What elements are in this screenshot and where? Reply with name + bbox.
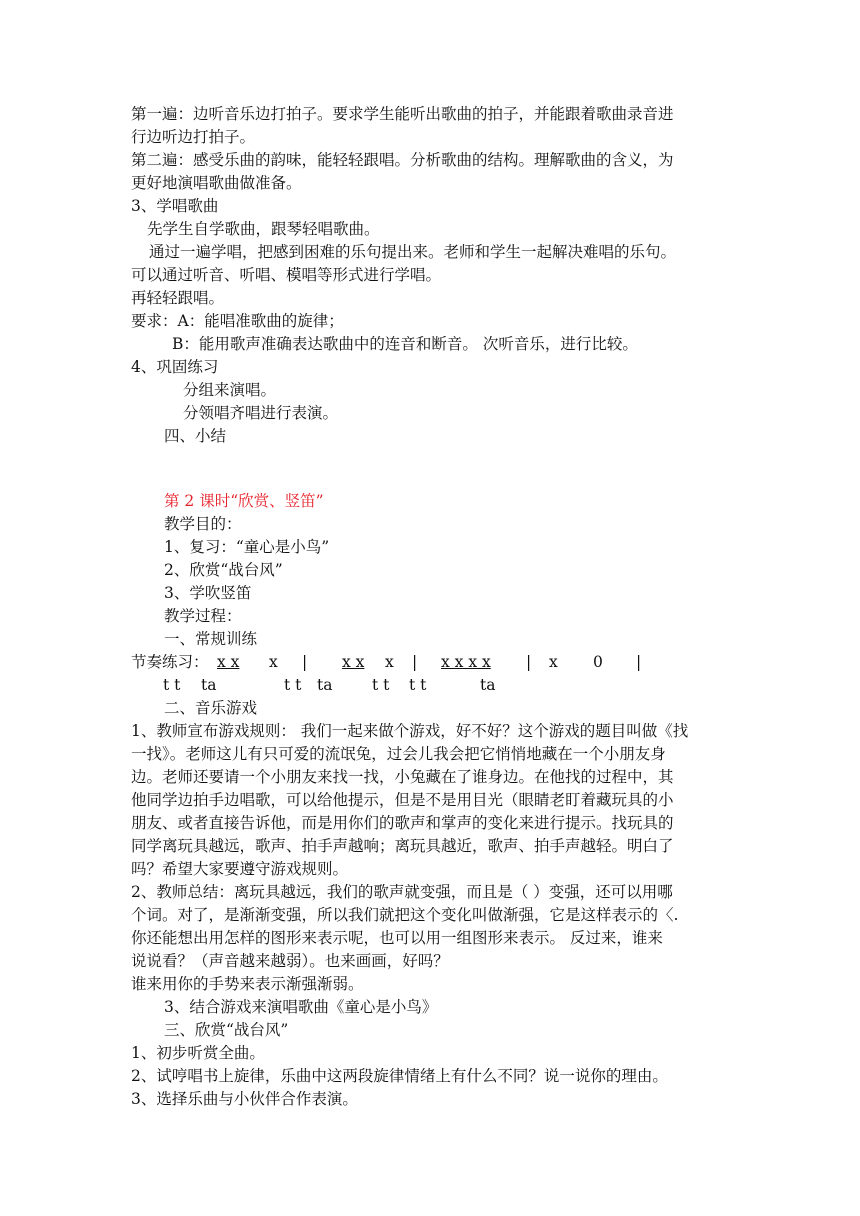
- paragraph-line: 再轻轻跟唱。: [131, 289, 225, 307]
- paragraph-line: 1、教师宣布游戏规则： 我们一起来做个游戏，好不好？这个游戏的题目叫做《找: [131, 722, 689, 740]
- paragraph-line: 谁来用你的手势来表示渐强渐弱。: [131, 975, 364, 993]
- process-label: 教学过程：: [164, 607, 242, 625]
- paragraph-line: 边。老师还要请一个小朋友来找一找，小兔藏在了谁身边。在他找的过程中，其: [131, 768, 674, 786]
- rhythm-note-group: x x: [342, 653, 365, 671]
- syllable: ta: [480, 676, 496, 694]
- syllable: t t: [372, 676, 390, 694]
- rhythm-syllables: [131, 674, 691, 696]
- syllable: t t: [409, 676, 427, 694]
- requirement-a: 要求：A：能唱准歌曲的旋律；: [131, 312, 344, 330]
- paragraph-line: 更好地演唱歌曲做准备。: [131, 174, 302, 192]
- paragraph-line: 2、教师总结：离玩具越远，我们的歌声就变强，而且是（ ）变强，还可以用哪: [131, 883, 673, 901]
- paragraph-line: 行边听边打拍子。: [131, 128, 256, 146]
- paragraph-line: 可以通过听音、听唱、模唱等形式进行学唱。: [131, 266, 442, 284]
- paragraph-line: 分领唱齐唱进行表演。: [183, 404, 339, 422]
- bar-line: |: [412, 653, 418, 671]
- paragraph-line: 个词。对了，是渐渐变强，所以我们就把这个变化叫做渐强，它是这样表示的〈.: [131, 906, 679, 924]
- bar-line: |: [302, 653, 308, 671]
- rhythm-label: 节奏练习：: [131, 653, 209, 671]
- syllable: t t: [163, 676, 181, 694]
- section-heading: 4、巩固练习: [131, 358, 219, 376]
- section-heading: 一、常规训练: [164, 630, 258, 648]
- syllable: t t: [284, 676, 302, 694]
- goal-item: 1、复习：“童心是小鸟”: [164, 538, 330, 556]
- syllable: ta: [317, 676, 333, 694]
- paragraph-line: 2、试哼唱书上旋律，乐曲中这两段旋律情绪上有什么不同？说一说你的理由。: [131, 1067, 668, 1085]
- paragraph-line: 通过一遍学唱，把感到困难的乐句提出来。老师和学生一起解决难唱的乐句。: [149, 243, 677, 261]
- rhythm-note: x: [549, 653, 558, 671]
- paragraph-line: 3、结合游戏来演唱歌曲《童心是小鸟》: [164, 998, 438, 1016]
- section-heading: 二、音乐游戏: [164, 699, 258, 717]
- paragraph-line: 你还能想出用怎样的图形来表示呢，也可以用一组图形来表示。 反过来，谁来: [131, 929, 663, 947]
- rhythm-note: x: [385, 653, 394, 671]
- paragraph-line: 第一遍：边听音乐边打拍子。要求学生能听出歌曲的拍子，并能跟着歌曲录音进: [131, 105, 674, 123]
- paragraph-line: 先学生自学歌曲，跟琴轻唱歌曲。: [147, 220, 380, 238]
- goal-item: 2、欣赏“战台风”: [164, 561, 283, 579]
- paragraph-line: 说说看？（声音越来越弱）。也来画画，好吗？: [131, 952, 449, 970]
- rhythm-note-group: x x x x: [441, 653, 491, 671]
- rhythm-note: x: [269, 653, 278, 671]
- paragraph-line: 同学离玩具越远，歌声、拍手声越响；离玩具越近，歌声、拍手声越轻。明白了: [131, 837, 674, 855]
- bar-line: |: [636, 653, 642, 671]
- syllable: ta: [201, 676, 217, 694]
- paragraph-line: 他同学边拍手边唱歌，可以给他提示，但是不是用目光（眼睛老盯着藏玩具的小: [131, 791, 674, 809]
- paragraph-line: 3、选择乐曲与小伙伴合作表演。: [131, 1090, 358, 1108]
- rhythm-note-group: x x: [217, 653, 240, 671]
- section-heading: 三、欣赏“战台风”: [164, 1021, 289, 1039]
- paragraph-line: 第二遍：感受乐曲的韵味，能轻轻跟唱。分析歌曲的结构。理解歌曲的含义，为: [131, 151, 674, 169]
- section-heading: 四、小结: [164, 427, 227, 445]
- paragraph-line: 分组来演唱。: [183, 381, 277, 399]
- paragraph-line: 朋友、或者直接告诉他，而是用你们的歌声和掌声的变化来进行提示。找玩具的: [131, 814, 674, 832]
- paragraph-line: 1、初步听赏全曲。: [131, 1044, 265, 1062]
- rest-note: 0: [593, 653, 603, 671]
- goal-label: 教学目的：: [164, 515, 242, 533]
- bar-line: |: [526, 653, 532, 671]
- paragraph-line: 一找》。老师这儿有只可爱的流氓兔，过会儿我会把它悄悄地藏在一个小朋友身: [131, 745, 666, 763]
- lesson-title: 第 2 课时“欣赏、竖笛”: [164, 492, 324, 510]
- requirement-b: B：能用歌声准确表达歌曲中的连音和断音。 次听音乐，进行比较。: [172, 335, 638, 353]
- paragraph-line: 吗？希望大家要遵守游戏规则。: [131, 860, 349, 878]
- goal-item: 3、学吹竖笛: [164, 584, 252, 602]
- rhythm-exercise: [131, 651, 691, 673]
- section-heading: 3、学唱歌曲: [131, 197, 219, 215]
